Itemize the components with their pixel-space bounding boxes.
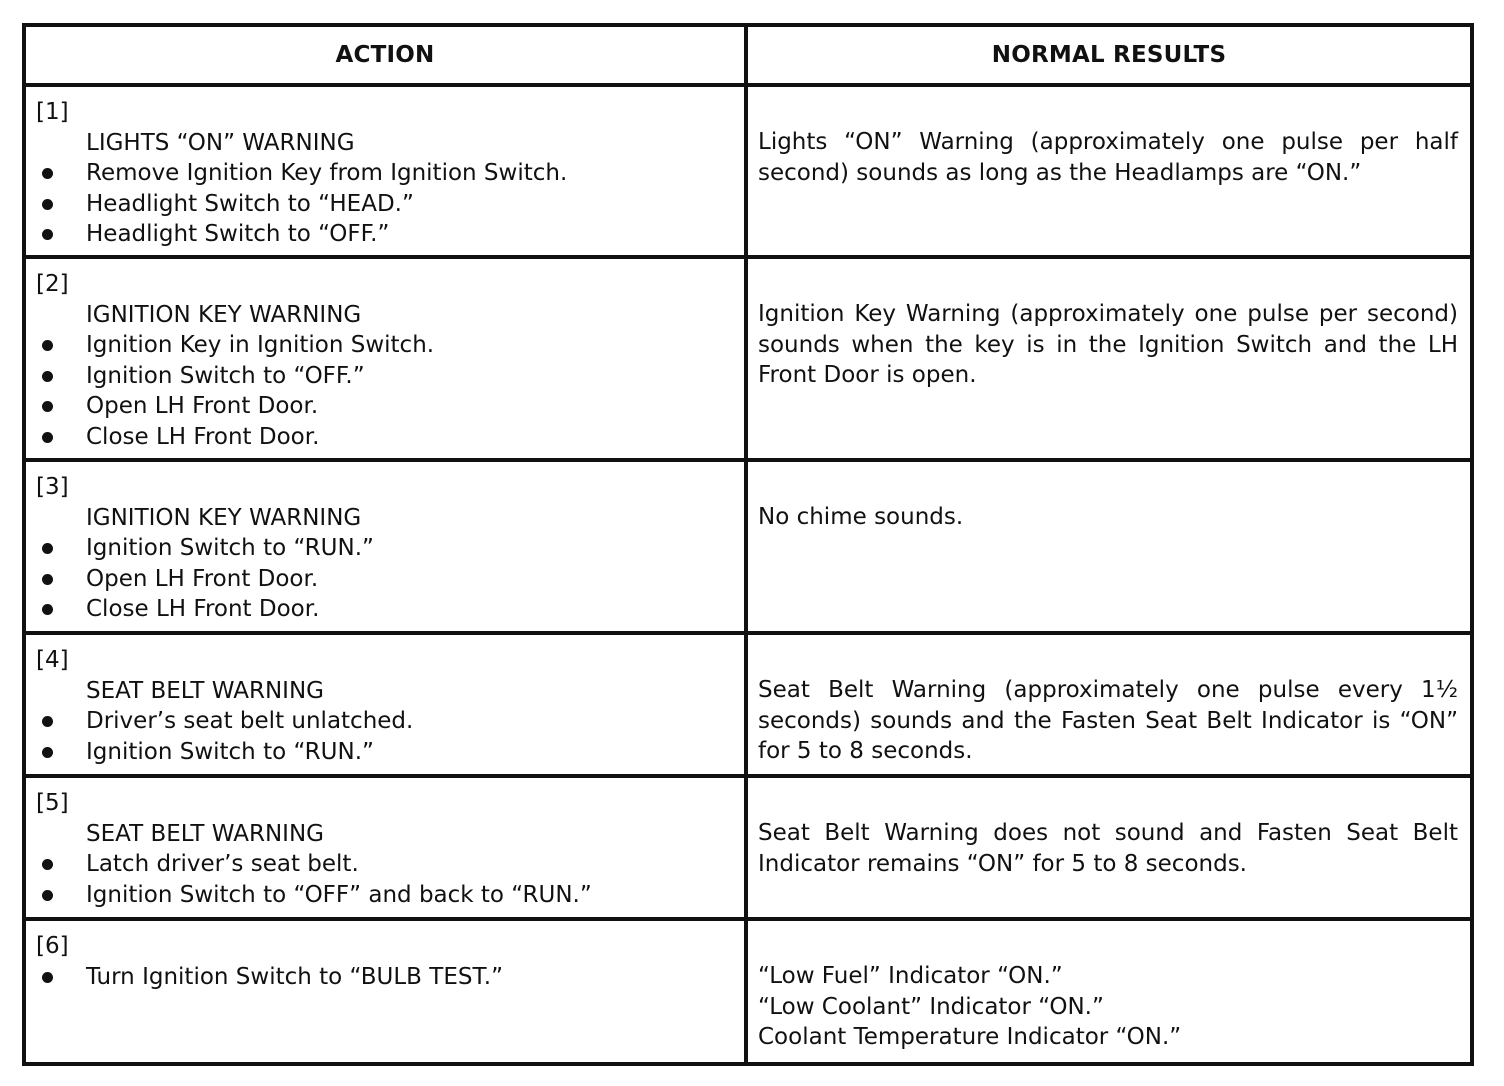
step-text: Open LH Front Door. <box>86 565 319 592</box>
bullet-icon <box>36 564 86 594</box>
result-cell-3: No chime sounds. <box>748 462 1470 635</box>
list-item <box>36 594 744 625</box>
list-item <box>36 158 744 189</box>
list-item <box>36 422 744 453</box>
step-text: Ignition Switch to “OFF.” <box>86 362 365 389</box>
result-line: Coolant Temperature Indicator “ON.” <box>758 1024 1182 1050</box>
header-action: ACTION <box>26 27 748 87</box>
step-text: Ignition Switch to “OFF” and back to “RUN.” <box>86 881 592 908</box>
step-text: Ignition Switch to “RUN.” <box>86 738 374 765</box>
step-text: Remove Ignition Key from Ignition Switch. <box>86 160 568 186</box>
bullet-icon <box>36 158 86 188</box>
action-cell-5 <box>26 778 748 921</box>
step-title: LIGHTS “ON” WARNING <box>86 129 355 156</box>
bullet-icon <box>36 361 86 391</box>
list-item <box>36 330 744 361</box>
action-cell-4 <box>26 635 748 778</box>
step-text: Turn Ignition Switch to “BULB TEST.” <box>86 963 503 990</box>
list-item <box>36 849 744 880</box>
list-item <box>36 391 744 422</box>
bullet-icon <box>36 594 86 624</box>
result-cell-2: Ignition Key Warning (approximately one pulse per second) sounds when the key is in the Ignition Switch and the LH Front Door is open. <box>748 259 1470 462</box>
list-item <box>36 962 744 993</box>
bullet-icon <box>36 391 86 421</box>
bullet-icon <box>36 962 86 992</box>
step-text: Latch driver’s seat belt. <box>86 851 359 877</box>
step-text: Headlight Switch to “HEAD.” <box>86 190 414 217</box>
header-normal-results: NORMAL RESULTS <box>748 27 1470 87</box>
result-line: “Low Coolant” Indicator “ON.” <box>758 993 1104 1020</box>
step-number: [3] <box>36 474 69 500</box>
bullet-icon <box>36 219 86 249</box>
step-number: [2] <box>36 271 69 297</box>
list-item <box>36 706 744 737</box>
action-cell-6 <box>26 921 748 1062</box>
step-text: Close LH Front Door. <box>86 596 320 622</box>
step-text: Ignition Key in Ignition Switch. <box>86 332 435 358</box>
action-results-table <box>22 23 1474 1066</box>
action-cell-3 <box>26 462 748 635</box>
step-title: SEAT BELT WARNING <box>86 820 324 847</box>
step-text: Ignition Switch to “RUN.” <box>86 535 374 561</box>
step-text: Open LH Front Door. <box>86 393 319 419</box>
bullet-icon <box>36 706 86 736</box>
step-text: Driver’s seat belt unlatched. <box>86 708 414 734</box>
bullet-icon <box>36 737 86 767</box>
step-text: Close LH Front Door. <box>86 423 320 450</box>
step-title: IGNITION KEY WARNING <box>86 504 362 531</box>
result-cell-4: Seat Belt Warning (approximately one pulse every 1½ seconds) sounds and the Fasten Seat Belt Indicator is “ON” for 5 to 8 seconds. <box>748 635 1470 778</box>
step-number: [6] <box>36 933 69 959</box>
action-cell-1 <box>26 87 748 259</box>
bullet-icon <box>36 189 86 219</box>
list-item <box>36 564 744 595</box>
result-cell-6 <box>748 921 1470 1062</box>
bullet-icon <box>36 880 86 910</box>
result-line: “Low Fuel” Indicator “ON.” <box>758 963 1063 989</box>
bullet-icon <box>36 422 86 452</box>
step-title: SEAT BELT WARNING <box>86 677 324 704</box>
step-text: Headlight Switch to “OFF.” <box>86 221 390 247</box>
bullet-icon <box>36 330 86 360</box>
list-item <box>36 219 744 250</box>
step-title: IGNITION KEY WARNING <box>86 301 362 328</box>
list-item <box>36 189 744 220</box>
list-item <box>36 533 744 564</box>
bullet-icon <box>36 849 86 879</box>
step-number: [5] <box>36 790 69 816</box>
list-item <box>36 880 744 911</box>
step-number: [1] <box>36 99 69 125</box>
list-item <box>36 361 744 392</box>
bullet-icon <box>36 533 86 563</box>
result-cell-1: Lights “ON” Warning (approximately one pulse per half second) sounds as long as the Headlamps are “ON.” <box>748 87 1470 259</box>
list-item <box>36 737 744 768</box>
result-cell-5: Seat Belt Warning does not sound and Fasten Seat Belt Indicator remains “ON” for 5 to 8 seconds. <box>748 778 1470 921</box>
step-number: [4] <box>36 647 69 673</box>
action-cell-2 <box>26 259 748 462</box>
